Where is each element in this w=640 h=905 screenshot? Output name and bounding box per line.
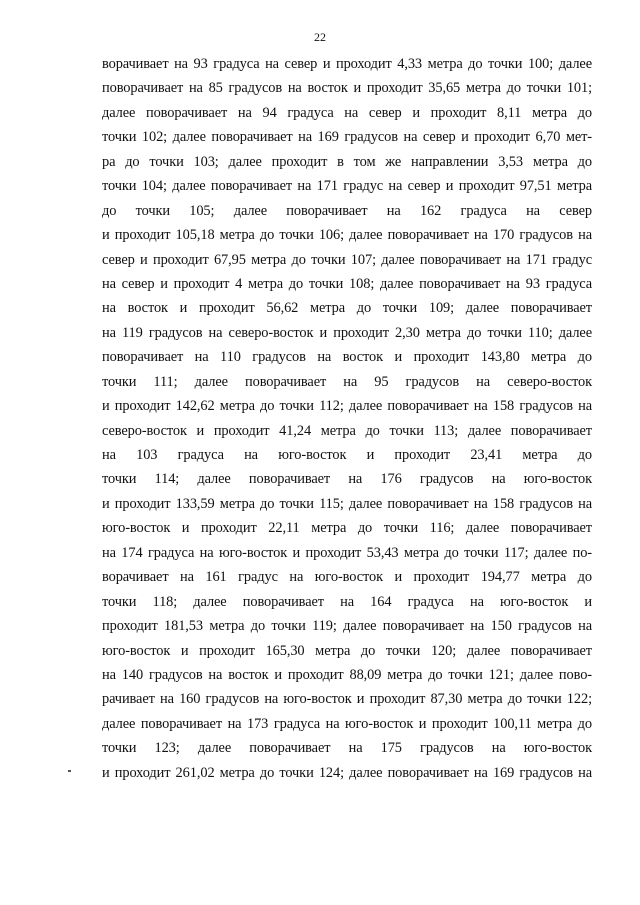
scan-speck: [68, 770, 71, 772]
text-line: поворачивает на 85 градусов на восток и проходит 35,65 метра до точки 101;: [102, 80, 592, 97]
text-line: на восток и проходит 56,62 метра до точки 109; далее поворачивает: [102, 300, 592, 317]
text-line: северо-восток и проходит 41,24 метра до точки 113; далее поворачивает: [102, 422, 592, 439]
text-line: на север и проходит 4 метра до точки 108; далее поворачивает на 93 градуса: [102, 275, 592, 292]
text-line: на 119 градусов на северо-восток и проходит 2,30 метра до точки 110; далее: [102, 324, 592, 341]
text-line: точки 104; далее поворачивает на 171 градус на север и проходит 97,51 метра: [102, 178, 592, 195]
text-line: проходит 181,53 метра до точки 119; далее поворачивает на 150 градусов на: [102, 618, 592, 635]
text-line: точки 123; далее поворачивает на 175 градусов на юго-восток: [102, 740, 592, 757]
text-line: далее поворачивает на 173 градуса на юго-восток и проходит 100,11 метра до: [102, 715, 592, 732]
text-line: рачивает на 160 градусов на юго-восток и проходит 87,30 метра до точки 122;: [102, 691, 592, 708]
text-line: север и проходит 67,95 метра до точки 107; далее поворачивает на 171 градус: [102, 251, 592, 268]
text-line: точки 118; далее поворачивает на 164 градуса на юго-восток и: [102, 593, 592, 610]
text-line: далее поворачивает на 94 градуса на север и проходит 8,11 метра до: [102, 104, 592, 121]
text-line: точки 102; далее поворачивает на 169 градусов на север и проходит 6,70 мет-: [102, 129, 592, 146]
text-line: точки 114; далее поворачивает на 176 градусов на юго-восток: [102, 471, 592, 488]
text-line: и проходит 261,02 метра до точки 124; далее поворачивает на 169 градусов на: [102, 764, 592, 781]
text-line: на 103 градуса на юго-восток и проходит 23,41 метра до: [102, 447, 592, 463]
text-line: и проходит 142,62 метра до точки 112; далее поворачивает на 158 градусов на: [102, 398, 592, 415]
page-number: 22: [314, 30, 326, 44]
text-line: на 140 градусов на восток и проходит 88,09 метра до точки 121; далее пово-: [102, 666, 592, 683]
text-line: точки 111; далее поворачивает на 95 градусов на северо-восток: [102, 373, 592, 390]
text-line: ворачивает на 161 градус на юго-восток и проходит 194,77 метра до: [102, 569, 592, 586]
text-line: и проходит 105,18 метра до точки 106; далее поворачивает на 170 градусов на: [102, 227, 592, 244]
text-line: и проходит 133,59 метра до точки 115; далее поворачивает на 158 градусов на: [102, 495, 592, 512]
text-line: ворачивает на 93 градуса на север и проходит 4,33 метра до точки 100; далее: [102, 56, 592, 72]
text-line: поворачивает на 110 градусов на восток и проходит 143,80 метра до: [102, 349, 592, 366]
text-line: юго-восток и проходит 22,11 метра до точки 116; далее поворачивает: [102, 520, 592, 537]
text-line: юго-восток и проходит 165,30 метра до точки 120; далее поворачивает: [102, 642, 592, 659]
text-line: на 174 градуса на юго-восток и проходит 53,43 метра до точки 117; далее по-: [102, 544, 592, 561]
body-text: [102, 52, 592, 785]
text-line: до точки 105; далее поворачивает на 162 градуса на север: [102, 202, 592, 219]
text-line: ра до точки 103; далее проходит в том же направлении 3,53 метра до: [102, 153, 592, 170]
